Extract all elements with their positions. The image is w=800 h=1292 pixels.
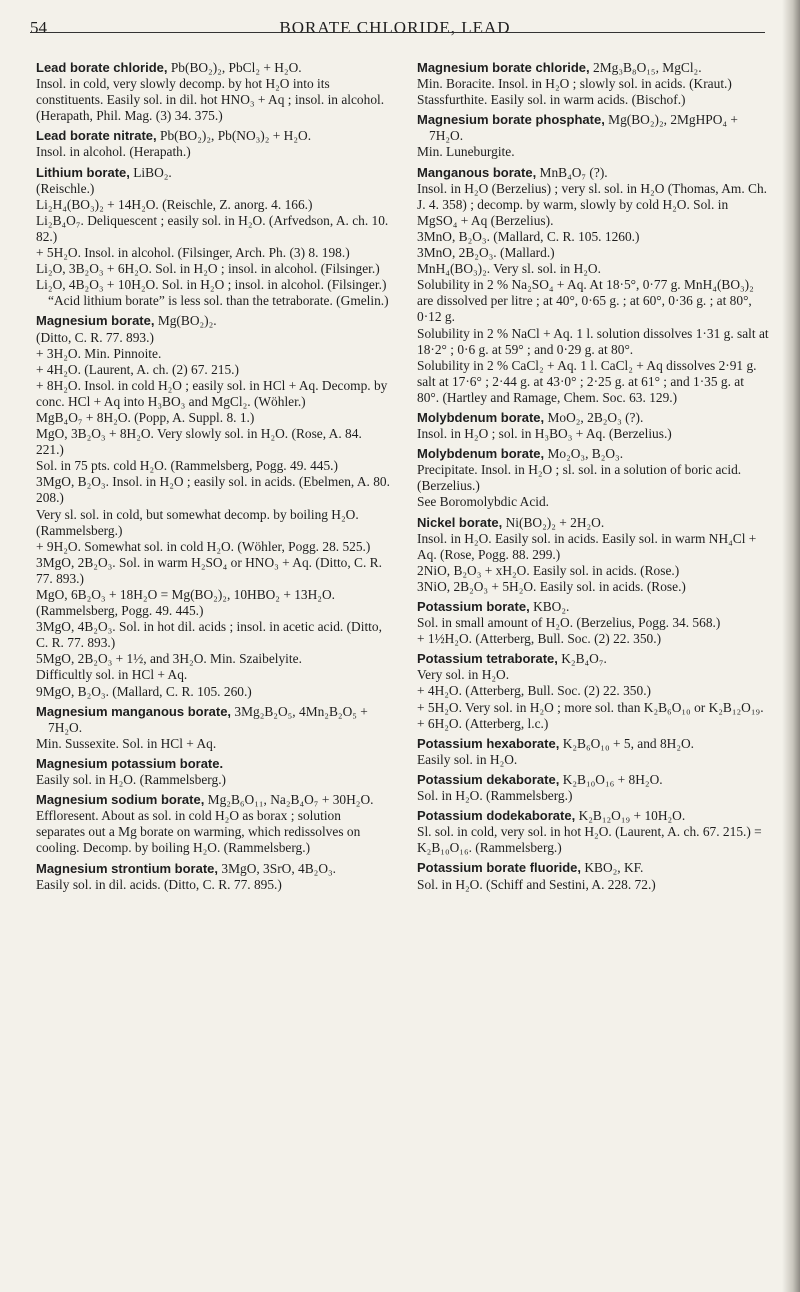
entry-text: Min. Boracite. Insol. in H₂O ; slowly sol. in acids. (Kraut.) — [417, 76, 732, 92]
dictionary-entry — [36, 704, 391, 752]
entry-formula: Mg₂B₆O₁₁, Na₂B₄O₇ + 30H₂O. — [207, 792, 374, 808]
entry-text: (Ditto, C. R. 77. 893.) — [36, 329, 154, 345]
entry-text: MgB₄O₇ + 8H₂O. (Popp, A. Suppl. 8. 1.) — [36, 409, 255, 425]
entry-title: Molybdenum borate, — [417, 446, 545, 462]
entry-title: Manganous borate, — [417, 164, 537, 180]
dictionary-entry — [417, 165, 769, 406]
entry-title: Magnesium manganous borate, — [36, 703, 232, 719]
entry-text: + 5H₂O. Very sol. in H₂O ; more sol. than K₂B₆O₁₀ or K₂B₁₂O₁₉. — [417, 699, 764, 715]
entry-title: Magnesium strontium borate, — [36, 860, 219, 876]
entry-text: 3MgO, 4B₂O₃. Sol. in hot dil. acids ; insol. in acetic acid. (Ditto, C. R. 77. 893.) — [36, 619, 382, 651]
entry-text: + 4H₂O. (Atterberg, Bull. Soc. (2) 22. 350.) — [417, 683, 652, 699]
entry-heading — [417, 60, 769, 76]
entry-formula: K₂B₁₀O₁₆ + 8H₂O. — [562, 771, 663, 787]
entry-heading — [417, 165, 769, 181]
entry-formula: K₂B₁₂O₁₉ + 10H₂O. — [578, 808, 686, 824]
entry-heading — [36, 861, 391, 877]
dictionary-entry — [36, 165, 391, 310]
entry-text: Sol. in H₂O. (Rammelsberg.) — [417, 788, 573, 804]
entry-text: 5MgO, 2B₂O₃ + 1½, and 3H₂O. Min. Szaibelyite. — [36, 651, 302, 667]
dictionary-entry — [417, 60, 769, 108]
entry-heading — [36, 704, 391, 736]
entry-text: Easily sol. in H₂O. (Rammelsberg.) — [36, 772, 227, 788]
dictionary-entry — [417, 515, 769, 595]
entry-title: Magnesium sodium borate, — [36, 792, 205, 808]
entry-title: Magnesium borate, — [36, 313, 155, 329]
entry-formula: 3MgO, 3SrO, 4B₂O₃. — [221, 860, 337, 876]
entry-text: Li₂O, 3B₂O₃ + 6H₂O. Sol. in H₂O ; insol. in alcohol. (Filsinger.) — [36, 261, 380, 277]
entry-title: Potassium dodekaborate, — [417, 808, 576, 824]
entry-text: See Boromolybdic Acid. — [417, 494, 550, 510]
entry-text: MgO, 6B₂O₃ + 18H₂O = Mg(BO₂)₂, 10HBO₂ + 13H₂O. (Rammelsberg, Pogg. 49. 445.) — [36, 587, 335, 619]
entry-text: Min. Luneburgite. — [417, 144, 515, 160]
entry-text: Easily sol. in dil. acids. (Ditto, C. R. 77. 895.) — [36, 876, 282, 892]
running-title: BORATE CHLORIDE, LEAD — [279, 18, 511, 37]
entry-heading — [36, 313, 391, 329]
dictionary-entry — [417, 112, 769, 160]
entry-formula: KBO₂, KF. — [584, 860, 644, 876]
entry-text: + 6H₂O. (Atterberg, l.c.) — [417, 715, 549, 731]
entry-text: Solubility in 2 % Na₂SO₄ + Aq. At 18·5°, 0·77 g. MnH₄(BO₃)₂ are dissolved per litre ; at 40°, 0·65 g. ; at 60°, 0·36 g. ; at 80°, 0·12 g. — [417, 277, 754, 325]
entry-title: Potassium borate, — [417, 599, 530, 614]
header-rule — [30, 32, 765, 33]
entry-formula: KBO₂. — [533, 599, 570, 614]
entry-text: Insol. in cold, very slowly decomp. by hot H₂O into its constituents. Easily sol. in dil. hot HNO₃ + Aq ; insol. in alcohol. (Herapath, Phil. Mag. (3) 34. 375.) — [36, 76, 385, 124]
entry-text: Sol. in H₂O. (Schiff and Sestini, A. 228. 72.) — [417, 876, 656, 892]
entry-text: Insol. in H₂O (Berzelius) ; very sl. sol. in H₂O (Thomas, Am. Ch. J. 4. 358) ; decomp. by warm, slowly by cold H₂O. Sol. in MgSO₄ + Aq (Berzelius). — [417, 180, 768, 228]
entry-text: Difficultly sol. in HCl + Aq. — [36, 667, 188, 683]
entry-text: 2NiO, B₂O₃ + xH₂O. Easily sol. in acids. (Rose.) — [417, 562, 680, 578]
entry-text: (Reischle.) — [36, 180, 95, 196]
entry-text: Precipitate. Insol. in H₂O ; sl. sol. in a solution of boric acid. (Berzelius.) — [417, 462, 742, 494]
entry-text: Insol. in alcohol. (Herapath.) — [36, 144, 191, 160]
entry-title: Molybdenum borate, — [417, 409, 545, 425]
dictionary-entry — [417, 860, 769, 892]
entry-heading — [417, 772, 769, 788]
dictionary-entry — [36, 313, 391, 699]
entry-text: Insol. in H₂O. Easily sol. in acids. Easily sol. in warm NH₄Cl + Aq. (Rose, Pogg. 88. 299.) — [417, 530, 757, 562]
entry-title: Magnesium borate phosphate, — [417, 112, 605, 128]
entry-formula: K₂B₄O₇. — [561, 651, 607, 667]
entry-text: Li₂H₄(BO₃)₂ + 14H₂O. (Reischle, Z. anorg. 4. 166.) — [36, 196, 313, 212]
dictionary-entry — [36, 756, 391, 788]
dictionary-entry — [417, 446, 769, 510]
entry-text: Li₂O, 4B₂O₃ + 10H₂O. Sol. in H₂O ; insol. in alcohol. (Filsinger.) — [36, 277, 387, 293]
dictionary-entry — [36, 128, 391, 160]
entry-formula: 3Mg₂B₂O₅, 4Mn₂B₂O₅ + 7H₂O. — [48, 703, 368, 735]
entry-heading — [36, 792, 391, 808]
entry-heading — [36, 60, 391, 76]
page-number: 54 — [30, 18, 47, 37]
entry-text: Sl. sol. in cold, very sol. in hot H₂O. (Laurent, A. ch. 67. 215.) = K₂B₁₀O₁₆. (Rammelsberg.) — [417, 824, 762, 856]
entry-text: “Acid lithium borate” is less sol. than the tetraborate. (Gmelin.) — [48, 293, 389, 309]
entry-heading — [36, 165, 391, 181]
entry-formula: Pb(BO₂)₂, Pb(NO₃)₂ + H₂O. — [160, 128, 312, 144]
page-edge-shadow — [782, 0, 800, 1292]
entry-formula: Mo₂O₃, B₂O₃. — [547, 446, 624, 462]
entry-text: Min. Sussexite. Sol. in HCl + Aq. — [36, 735, 217, 751]
entry-text: Very sol. in H₂O. — [417, 667, 510, 683]
entry-text: + 8H₂O. Insol. in cold H₂O ; easily sol. in HCl + Aq. Decomp. by conc. HCl + Aq into H₃BO₃ and MgCl₂. (Wöhler.) — [36, 377, 388, 409]
dictionary-entry — [417, 651, 769, 731]
entry-text: 3MgO, 2B₂O₃. Sol. in warm H₂SO₄ or HNO₃ + Aq. (Ditto, C. R. 77. 893.) — [36, 554, 382, 586]
entry-formula: Mg(BO₂)₂, 2MgHPO₄ + 7H₂O. — [429, 112, 738, 144]
entry-title: Lithium borate, — [36, 164, 130, 180]
entry-text: Li₂B₄O₇. Deliquescent ; easily sol. in H₂O. (Arfvedson, A. ch. 10. 82.) — [36, 212, 389, 244]
entry-formula: MoO₂, 2B₂O₃ (?). — [547, 409, 644, 425]
entry-formula: LiBO₂. — [133, 164, 172, 180]
entry-text: Solubility in 2 % NaCl + Aq. 1 l. solution dissolves 1·31 g. salt at 18·2° ; 0·6 g. at 59° ; and 0·29 g. at 80°. — [417, 325, 769, 357]
entry-formula: Pb(BO₂)₂, PbCl₂ + H₂O. — [170, 60, 302, 75]
dictionary-entry — [36, 861, 391, 893]
entry-text: Sol. in 75 pts. cold H₂O. (Rammelsberg, Pogg. 49. 445.) — [36, 458, 338, 474]
entry-text: + 5H₂O. Insol. in alcohol. (Filsinger, Arch. Ph. (3) 8. 198.) — [36, 245, 350, 261]
entry-title: Potassium dekaborate, — [417, 771, 560, 787]
entry-heading — [417, 112, 769, 144]
entry-text: Insol. in H₂O ; sol. in H₃BO₃ + Aq. (Berzelius.) — [417, 426, 672, 442]
entry-title: Lead borate chloride, — [36, 60, 168, 75]
entry-text: 3MnO, 2B₂O₃. (Mallard.) — [417, 245, 555, 261]
entry-formula: Ni(BO₂)₂ + 2H₂O. — [505, 514, 605, 530]
entry-text: + 3H₂O. Min. Pinnoite. — [36, 345, 162, 361]
entry-title: Potassium borate fluoride, — [417, 860, 581, 876]
dictionary-entry — [417, 736, 769, 768]
entry-heading — [36, 756, 391, 772]
left-column — [36, 60, 391, 897]
entry-heading — [417, 860, 769, 876]
entry-heading — [417, 736, 769, 752]
entry-heading — [36, 128, 391, 144]
dictionary-entry — [417, 410, 769, 442]
entry-text: 3NiO, 2B₂O₃ + 5H₂O. Easily sol. in acids. (Rose.) — [417, 578, 686, 594]
dictionary-entry — [36, 792, 391, 856]
dictionary-entry — [417, 808, 769, 856]
entry-text: 3MnO, B₂O₃. (Mallard, C. R. 105. 1260.) — [417, 228, 640, 244]
entry-title: Potassium hexaborate, — [417, 735, 560, 751]
entry-text: Easily sol. in H₂O. — [417, 751, 518, 767]
entry-title: Magnesium potassium borate. — [36, 755, 224, 771]
entry-title: Nickel borate, — [417, 514, 503, 530]
entry-formula: K₂B₆O₁₀ + 5, and 8H₂O. — [562, 735, 695, 751]
right-column — [417, 60, 769, 897]
entry-text: + 1½H₂O. (Atterberg, Bull. Soc. (2) 22. 350.) — [417, 631, 662, 647]
entry-formula: 2Mg₃B₈O₁₅, MgCl₂. — [593, 60, 702, 75]
entry-heading — [417, 515, 769, 531]
entry-text: MgO, 3B₂O₃ + 8H₂O. Very slowly sol. in H₂O. (Rose, A. 84. 221.) — [36, 426, 362, 458]
running-header — [30, 18, 760, 44]
entry-text: Sol. in small amount of H₂O. (Berzelius, Pogg. 34. 568.) — [417, 615, 721, 631]
entry-text: Solubility in 2 % CaCl₂ + Aq. 1 l. CaCl₂ + Aq dissolves 2·91 g. salt at 17·6° ; 2·44 g. at 43·0° ; 2·25 g. at 61° ; and 1·35 g. at 80°. (Hartley and Ramage, Chem. Soc. 63. 129.) — [417, 357, 757, 405]
dictionary-entry — [36, 60, 391, 124]
dictionary-entry — [417, 599, 769, 647]
entry-title: Lead borate nitrate, — [36, 128, 157, 144]
entry-heading — [417, 410, 769, 426]
entry-heading — [417, 446, 769, 462]
entry-text: Very sl. sol. in cold, but somewhat decomp. by boiling H₂O. (Rammelsberg.) — [36, 506, 359, 538]
entry-text: + 9H₂O. Somewhat sol. in cold H₂O. (Wöhler, Pogg. 28. 525.) — [36, 538, 371, 554]
entry-formula: Mg(BO₂)₂. — [157, 313, 217, 329]
entry-heading — [417, 651, 769, 667]
entry-heading — [417, 808, 769, 824]
entry-title: Magnesium borate chloride, — [417, 60, 590, 75]
entry-text: 9MgO, B₂O₃. (Mallard, C. R. 105. 260.) — [36, 683, 252, 699]
entry-text: Stassfurthite. Easily sol. in warm acids. (Bischof.) — [417, 92, 686, 108]
dictionary-entry — [417, 772, 769, 804]
entry-text: 3MgO, B₂O₃. Insol. in H₂O ; easily sol. in acids. (Ebelmen, A. 80. 208.) — [36, 474, 390, 506]
entry-text: MnH₄(BO₃)₂. Very sl. sol. in H₂O. — [417, 261, 601, 277]
entry-title: Potassium tetraborate, — [417, 651, 558, 667]
entry-text: Effloresent. About as sol. in cold H₂O as borax ; solution separates out a Mg borate on warming, which redissolves on cooling. Decomp. by boiling H₂O. (Rammelsberg.) — [36, 808, 361, 856]
entry-text: + 4H₂O. (Laurent, A. ch. (2) 67. 215.) — [36, 361, 239, 377]
entry-formula: MnB₄O₇ (?). — [539, 164, 608, 180]
entry-heading — [417, 599, 769, 615]
